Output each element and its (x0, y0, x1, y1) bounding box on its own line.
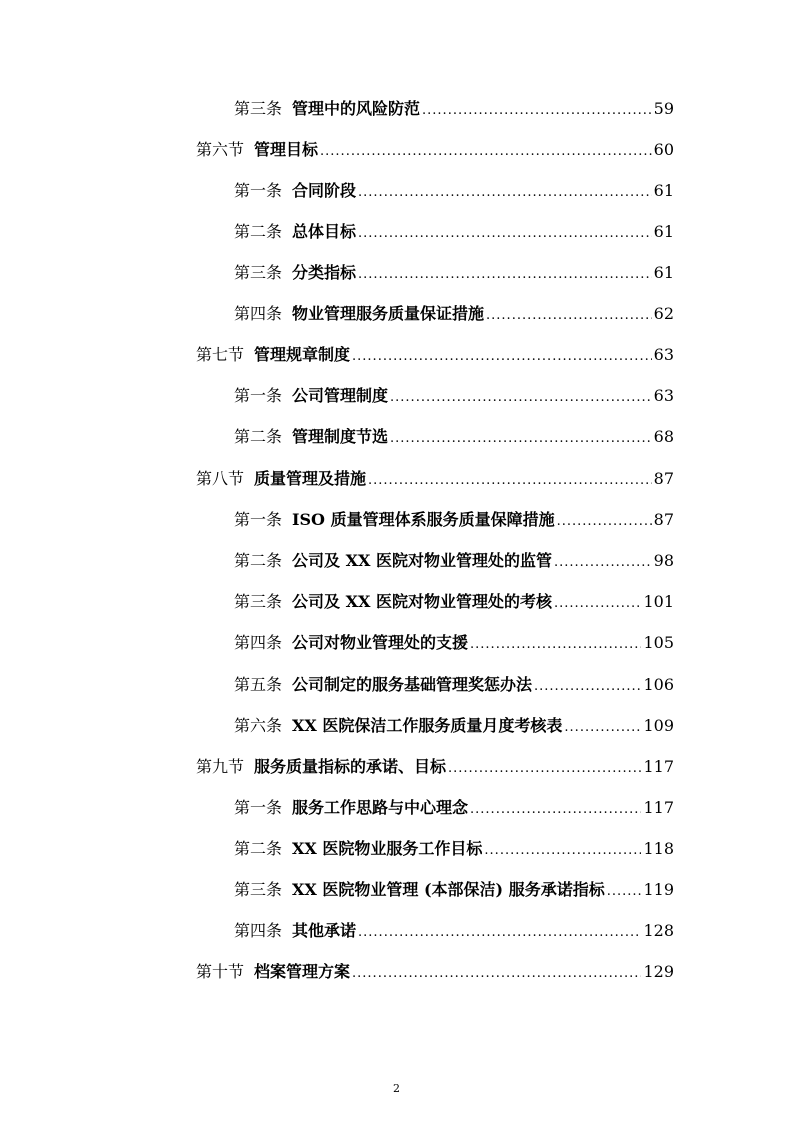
toc-entry-number: 第四条 (234, 633, 283, 652)
toc-entry[interactable] (234, 664, 674, 705)
toc-entry-number: 第二条 (234, 839, 283, 858)
toc-leader-dots (534, 666, 641, 707)
toc-entry[interactable] (196, 458, 674, 499)
toc-entry-page: 98 (653, 551, 674, 570)
toc-entry[interactable] (234, 375, 674, 416)
toc-leader-dots (470, 789, 641, 830)
toc-entry-number: 第六条 (234, 716, 283, 735)
toc-entry-page: 63 (653, 386, 674, 405)
toc-entry-page: 87 (653, 510, 674, 529)
toc-entry-title: 服务工作思路与中心理念 (292, 798, 469, 817)
toc-entry-title: 公司制定的服务基础管理奖惩办法 (292, 675, 533, 694)
toc-entry[interactable] (234, 705, 674, 746)
toc-leader-dots (448, 748, 641, 789)
toc-entry-title: 分类指标 (292, 263, 357, 282)
toc-entry-title: 公司管理制度 (292, 386, 389, 405)
page-number: 2 (393, 1082, 400, 1095)
toc-entry[interactable] (234, 869, 674, 910)
toc-entry[interactable] (234, 828, 674, 869)
toc-entry-title: 服务质量指标的承诺、目标 (254, 757, 447, 776)
toc-entry-number: 第三条 (234, 592, 283, 611)
toc-leader-dots (554, 583, 641, 624)
toc-entry-page: 63 (653, 345, 674, 364)
toc-leader-dots (368, 460, 652, 501)
toc-entry-title: 合同阶段 (292, 181, 357, 200)
toc-entry-title: ISO 质量管理体系服务质量保障措施 (292, 510, 555, 529)
toc-entry[interactable] (234, 416, 674, 457)
toc-entry-number: 第一条 (234, 181, 283, 200)
toc-leader-dots (358, 254, 652, 295)
toc-entry-page: 61 (653, 181, 674, 200)
toc-entry[interactable] (234, 252, 674, 293)
toc-entry-page: 106 (643, 675, 674, 694)
toc-entry-page: 68 (653, 427, 674, 446)
toc-entry-title: 档案管理方案 (254, 962, 351, 981)
toc-entry[interactable] (234, 622, 674, 663)
toc-entry-number: 第二条 (234, 222, 283, 241)
toc-entry[interactable] (234, 211, 674, 252)
toc-leader-dots (358, 912, 641, 953)
toc-entry[interactable] (234, 499, 674, 540)
toc-entry-title: XX 医院保洁工作服务质量月度考核表 (292, 716, 563, 735)
toc-entry-page: 60 (653, 140, 674, 159)
toc-entry-number: 第一条 (234, 798, 283, 817)
toc-entry-number: 第五条 (234, 675, 283, 694)
toc-entry-page: 101 (643, 592, 674, 611)
toc-entry-title: 公司及 XX 医院对物业管理处的考核 (292, 592, 552, 611)
toc-entry-title: 其他承诺 (292, 921, 357, 940)
toc-leader-dots (607, 871, 642, 912)
toc-entry[interactable] (234, 88, 674, 129)
toc-entry-title: 公司及 XX 医院对物业管理处的监管 (292, 551, 552, 570)
toc-entry[interactable] (196, 951, 674, 992)
toc-entry-title: 管理中的风险防范 (292, 99, 421, 118)
toc-entry[interactable] (234, 170, 674, 211)
toc-entry-page: 109 (643, 716, 674, 735)
toc-entry-title: 公司对物业管理处的支援 (292, 633, 469, 652)
toc-entry[interactable] (234, 293, 674, 334)
toc-entry-page: 129 (643, 962, 674, 981)
toc-entry-page: 87 (653, 469, 674, 488)
toc-leader-dots (484, 830, 641, 871)
toc-leader-dots (470, 624, 641, 665)
toc-entry[interactable] (196, 334, 674, 375)
toc-leader-dots (554, 542, 652, 583)
toc-entry-title: 管理规章制度 (254, 345, 351, 364)
toc-entry-page: 62 (653, 304, 674, 323)
toc-entry-title: 总体目标 (292, 222, 357, 241)
toc-entry-number: 第二条 (234, 427, 283, 446)
toc-leader-dots (557, 501, 652, 542)
toc-entry-page: 61 (653, 263, 674, 282)
toc-leader-dots (564, 707, 641, 748)
toc-entry-page: 117 (643, 798, 674, 817)
toc-entry-title: 质量管理及措施 (254, 469, 367, 488)
toc-entry-page: 128 (643, 921, 674, 940)
toc-leader-dots (358, 172, 652, 213)
toc-entry-number: 第七节 (196, 345, 245, 364)
toc-entry-page: 59 (653, 99, 674, 118)
toc-leader-dots (352, 953, 641, 994)
toc-entry[interactable] (196, 746, 674, 787)
toc-entry[interactable] (196, 129, 674, 170)
toc-leader-dots (390, 377, 652, 418)
toc-entry-title: 管理目标 (254, 140, 319, 159)
toc-leader-dots (320, 131, 652, 172)
toc-entry-number: 第十节 (196, 962, 245, 981)
toc-entry-number: 第六节 (196, 140, 245, 159)
toc-entry-number: 第一条 (234, 386, 283, 405)
toc-entry-title: XX 医院物业服务工作目标 (292, 839, 483, 858)
toc-entry-page: 117 (643, 757, 674, 776)
toc-leader-dots (352, 336, 652, 377)
toc-entry-number: 第二条 (234, 551, 283, 570)
toc-entry[interactable] (234, 910, 674, 951)
toc-entry-title: XX 医院物业管理 (本部保洁) 服务承诺指标 (292, 880, 605, 899)
toc-leader-dots (358, 213, 652, 254)
toc-entry-number: 第三条 (234, 99, 283, 118)
toc-entry-page: 105 (643, 633, 674, 652)
toc-entry-number: 第四条 (234, 304, 283, 323)
toc-entry-number: 第一条 (234, 510, 283, 529)
toc-entry[interactable] (234, 540, 674, 581)
toc-entry-number: 第八节 (196, 469, 245, 488)
toc-entry-number: 第三条 (234, 880, 283, 899)
toc-entry[interactable] (234, 581, 674, 622)
toc-leader-dots (486, 295, 652, 336)
toc-entry-number: 第三条 (234, 263, 283, 282)
toc-entry-page: 118 (643, 839, 674, 858)
toc-entry-title: 物业管理服务质量保证措施 (292, 304, 485, 323)
toc-leader-dots (390, 418, 652, 459)
toc-entry-page: 119 (643, 880, 674, 899)
toc-entry-page: 61 (653, 222, 674, 241)
toc-entry-number: 第四条 (234, 921, 283, 940)
toc-entry-title: 管理制度节选 (292, 427, 389, 446)
toc-entry[interactable] (234, 787, 674, 828)
toc-leader-dots (422, 90, 652, 131)
toc-entry-number: 第九节 (196, 757, 245, 776)
